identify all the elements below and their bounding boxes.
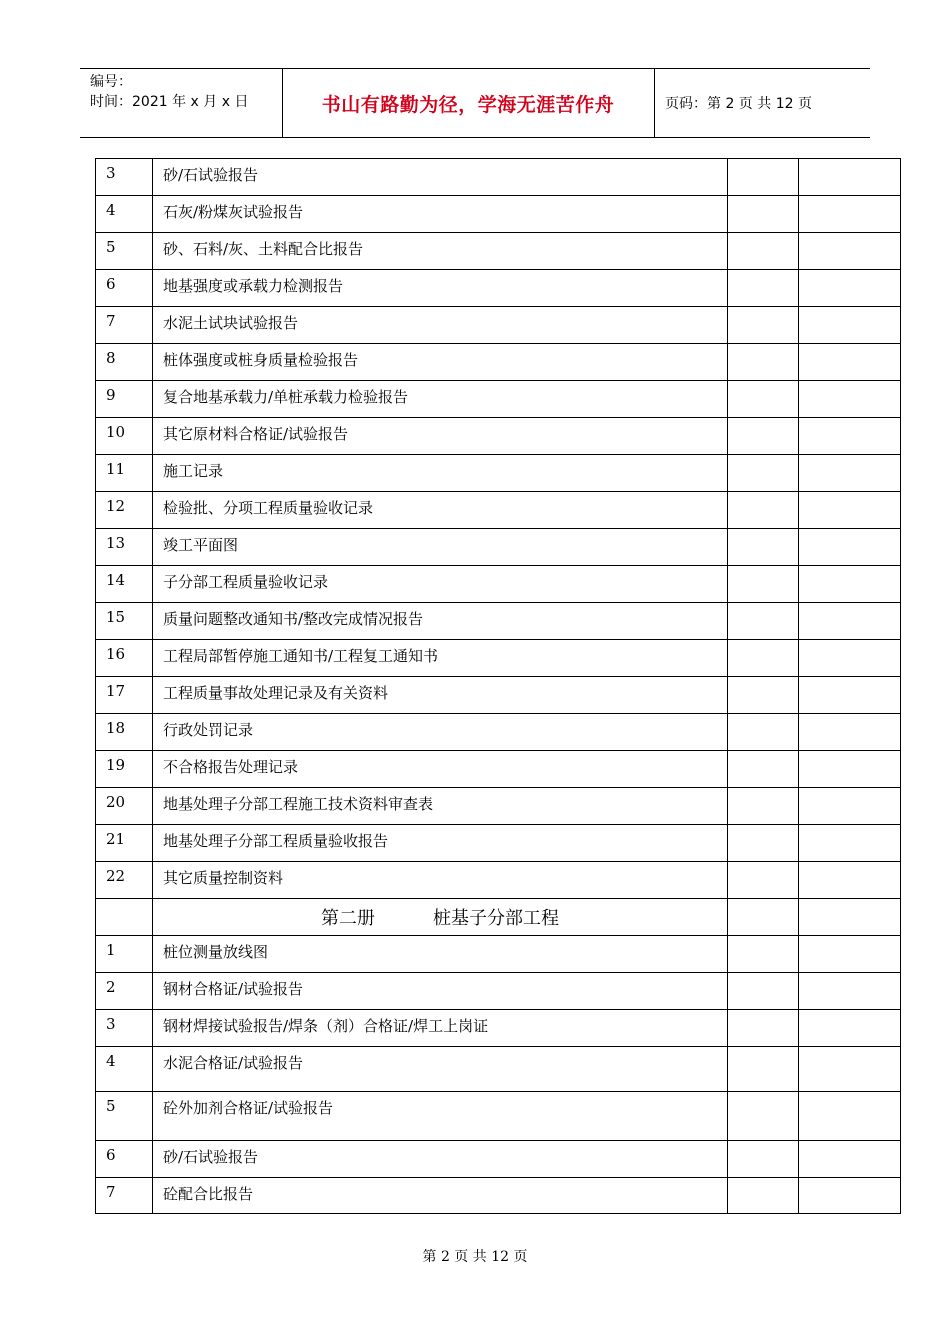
row-cell-blank [799,196,901,233]
row-cell-blank [728,899,799,936]
row-item: 砂/石试验报告 [153,1141,728,1178]
table-row [96,1092,901,1141]
section-volume: 第二册 [321,908,375,929]
row-cell-blank [728,492,799,529]
row-number: 18 [96,714,153,751]
table-row [96,529,901,566]
row-cell-blank [728,344,799,381]
row-cell-blank [728,1010,799,1047]
table-row [96,677,901,714]
row-item: 其它质量控制资料 [153,862,728,899]
table-row [96,936,901,973]
row-number: 17 [96,677,153,714]
page-header [80,68,870,138]
row-number: 7 [96,307,153,344]
row-cell-blank [728,566,799,603]
table-row [96,714,901,751]
row-cell-blank [728,936,799,973]
row-cell-blank [728,714,799,751]
row-number: 16 [96,640,153,677]
table-row [96,1047,901,1092]
row-cell-blank [728,159,799,196]
row-number: 22 [96,862,153,899]
row-number: 9 [96,381,153,418]
section-heading [153,899,728,936]
row-item: 地基强度或承载力检测报告 [153,270,728,307]
row-number: 1 [96,936,153,973]
row-item: 施工记录 [153,455,728,492]
row-number: 2 [96,973,153,1010]
row-cell-blank [728,307,799,344]
row-cell-blank [728,1141,799,1178]
row-cell-blank [728,381,799,418]
table-row [96,418,901,455]
row-number: 13 [96,529,153,566]
row-cell-blank [799,418,901,455]
table-row [96,640,901,677]
table-row [96,1010,901,1047]
table-row [96,1178,901,1214]
row-cell-blank [799,381,901,418]
row-item: 石灰/粉煤灰试验报告 [153,196,728,233]
row-cell-blank [728,788,799,825]
row-cell-blank [728,640,799,677]
table-row [96,973,901,1010]
row-number: 10 [96,418,153,455]
row-number: 20 [96,788,153,825]
row-item: 砂/石试验报告 [153,159,728,196]
section-row [96,899,901,936]
row-cell-blank [799,233,901,270]
section-title: 桩基子分部工程 [433,908,559,929]
row-cell-blank [728,973,799,1010]
row-cell-blank [799,936,901,973]
row-cell-blank [799,973,901,1010]
row-number: 7 [96,1178,153,1214]
row-cell-blank [728,418,799,455]
row-number: 3 [96,1010,153,1047]
table-row [96,159,901,196]
number-label: 编号： [90,74,132,90]
row-cell-blank [799,899,901,936]
row-cell-blank [799,714,901,751]
header-motto: 书山有路勤为径，学海无涯苦作舟 [321,93,615,116]
row-cell-blank [799,270,901,307]
row-cell-blank [799,1010,901,1047]
row-item: 复合地基承载力/单桩承载力检验报告 [153,381,728,418]
row-number: 4 [96,196,153,233]
table-row [96,455,901,492]
table-row [96,566,901,603]
row-cell-blank [799,1092,901,1141]
row-cell-blank [799,307,901,344]
document-table [95,158,901,1214]
row-number: 5 [96,233,153,270]
page-footer: 第 2 页 共 12 页 [422,1249,528,1265]
row-item: 地基处理子分部工程施工技术资料审查表 [153,788,728,825]
row-item: 检验批、分项工程质量验收记录 [153,492,728,529]
row-number: 11 [96,455,153,492]
row-number: 6 [96,1141,153,1178]
row-cell-blank [728,1092,799,1141]
row-item: 行政处罚记录 [153,714,728,751]
row-number: 3 [96,159,153,196]
row-cell-blank [799,492,901,529]
row-number: 8 [96,344,153,381]
row-cell-blank [799,677,901,714]
row-cell-blank [728,677,799,714]
table-row [96,196,901,233]
row-cell-blank [799,640,901,677]
row-item: 子分部工程质量验收记录 [153,566,728,603]
row-number: 12 [96,492,153,529]
time-label: 时间：2021 年 x 月 x 日 [90,94,249,110]
row-item: 工程质量事故处理记录及有关资料 [153,677,728,714]
table-row [96,788,901,825]
row-item: 水泥土试块试验报告 [153,307,728,344]
row-item: 砼配合比报告 [153,1178,728,1214]
row-cell-blank [799,862,901,899]
row-item: 不合格报告处理记录 [153,751,728,788]
header-page-cell [655,69,870,137]
row-item: 桩位测量放线图 [153,936,728,973]
row-cell-blank [799,751,901,788]
row-cell-blank [728,270,799,307]
row-cell-blank [728,196,799,233]
row-cell-blank [799,1141,901,1178]
row-item: 地基处理子分部工程质量验收报告 [153,825,728,862]
row-item: 桩体强度或桩身质量检验报告 [153,344,728,381]
table-row [96,751,901,788]
table-row [96,233,901,270]
row-item: 钢材合格证/试验报告 [153,973,728,1010]
row-cell-blank [728,529,799,566]
row-item: 钢材焊接试验报告/焊条（剂）合格证/焊工上岗证 [153,1010,728,1047]
row-number: 4 [96,1047,153,1092]
row-cell-blank [728,751,799,788]
table-row [96,307,901,344]
row-cell-blank [96,899,153,936]
row-cell-blank [728,862,799,899]
header-meta [80,69,283,137]
row-number: 5 [96,1092,153,1141]
row-cell-blank [799,825,901,862]
row-cell-blank [799,603,901,640]
row-item: 砂、石料/灰、土料配合比报告 [153,233,728,270]
header-motto-cell [282,69,655,137]
row-cell-blank [799,788,901,825]
table-row [96,862,901,899]
row-cell-blank [728,1178,799,1214]
row-item: 质量问题整改通知书/整改完成情况报告 [153,603,728,640]
row-item: 砼外加剂合格证/试验报告 [153,1092,728,1141]
table-row [96,270,901,307]
row-item: 竣工平面图 [153,529,728,566]
table-row [96,825,901,862]
table-row [96,344,901,381]
row-number: 19 [96,751,153,788]
table-row [96,603,901,640]
row-cell-blank [799,1047,901,1092]
table-row [96,492,901,529]
row-cell-blank [799,566,901,603]
row-cell-blank [799,455,901,492]
row-cell-blank [799,529,901,566]
row-item: 工程局部暂停施工通知书/工程复工通知书 [153,640,728,677]
header-page-info: 页码：第 2 页 共 12 页 [665,96,812,112]
row-number: 6 [96,270,153,307]
row-cell-blank [728,825,799,862]
row-cell-blank [728,455,799,492]
row-number: 15 [96,603,153,640]
table-row [96,381,901,418]
row-cell-blank [728,603,799,640]
row-cell-blank [799,1178,901,1214]
table-row [96,1141,901,1178]
row-cell-blank [728,233,799,270]
row-item: 其它原材料合格证/试验报告 [153,418,728,455]
row-number: 21 [96,825,153,862]
row-item: 水泥合格证/试验报告 [153,1047,728,1092]
row-number: 14 [96,566,153,603]
row-cell-blank [728,1047,799,1092]
row-cell-blank [799,344,901,381]
row-cell-blank [799,159,901,196]
